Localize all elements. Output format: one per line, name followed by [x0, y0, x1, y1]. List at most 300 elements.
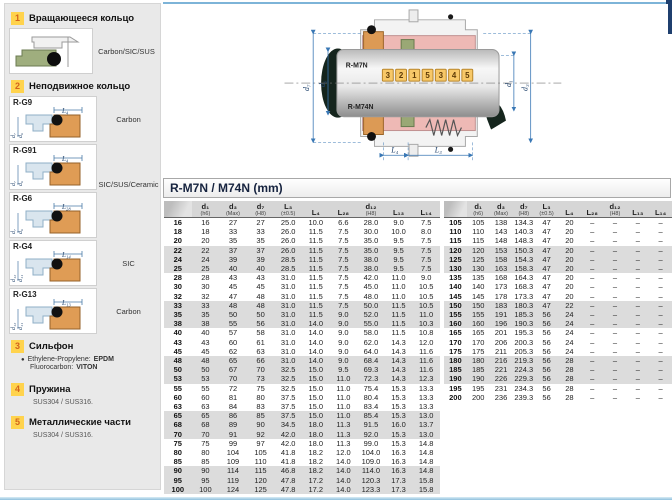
cell: 47 [542, 291, 551, 301]
cell: 48 [256, 291, 265, 301]
column-header: L₃ (±0.5) [535, 201, 558, 218]
cell: 9.0 [393, 218, 404, 227]
cell: 11.5 [308, 282, 323, 292]
cell: 63 [201, 402, 210, 412]
cell: – [590, 328, 595, 338]
svg-text:d₆: d₆ [18, 180, 24, 186]
cell: 95 [201, 475, 210, 485]
cell: 9.0 [338, 310, 349, 320]
cell: – [612, 245, 618, 255]
cell: 191 [494, 310, 508, 320]
callout-1: 1 [412, 71, 417, 81]
section-3-badge: 3 [11, 340, 24, 353]
cell: – [658, 356, 663, 366]
cell: 134.3 [514, 218, 534, 227]
row-size-header: 38 [173, 319, 182, 329]
cell: 165 [471, 328, 485, 338]
row-size-header: 68 [173, 420, 182, 430]
cell: 16.0 [391, 420, 406, 430]
section-metal-parts [11, 416, 160, 429]
cell: 42.0 [280, 429, 296, 439]
cell: 31.0 [280, 300, 296, 310]
cell: 226 [494, 374, 508, 384]
row-size-header: 85 [173, 457, 182, 467]
cell: 13.0 [418, 429, 434, 439]
cell: 32.5 [280, 374, 296, 384]
cell: 31.0 [280, 346, 296, 356]
cell: 148.3 [514, 236, 534, 246]
callout-5a: 5 [425, 71, 430, 81]
cell: 65 [228, 356, 238, 366]
column-header: d₃ (Max) [490, 201, 513, 218]
cell: 56 [542, 328, 551, 338]
gland-housing-bottom [361, 115, 478, 157]
svg-text:d₁₂: d₁₂ [11, 322, 17, 330]
cell: 140.3 [514, 227, 534, 237]
cell: 236 [494, 392, 508, 402]
table-row [164, 374, 440, 383]
cell: – [635, 227, 640, 237]
svg-text:d₆: d₆ [18, 228, 24, 234]
cell: 14.8 [418, 466, 434, 476]
cell: – [612, 337, 618, 347]
cell: 73 [256, 374, 265, 384]
cell: 11.5 [391, 310, 406, 320]
cell: – [590, 346, 595, 356]
cell: 229.3 [514, 374, 534, 384]
row-size-header: 110 [449, 227, 462, 237]
cell: 56 [542, 365, 551, 375]
table-corner [444, 201, 467, 218]
cell: 211 [495, 346, 507, 356]
cell: 72.3 [363, 374, 379, 384]
table-row [164, 301, 440, 310]
cell: 70 [228, 374, 238, 384]
ring-name-label: R-G4 [13, 242, 33, 251]
cell: – [590, 282, 595, 292]
cell: 110 [472, 227, 485, 237]
cell: 105 [471, 218, 485, 227]
cell: 40 [201, 328, 210, 338]
ring-material-label: SIC [122, 258, 135, 268]
row-size-header: 195 [449, 383, 462, 393]
table-row [164, 384, 440, 393]
ring-material-label: SIC/SUS/Ceramic [98, 180, 159, 189]
row-size-header: 105 [449, 218, 462, 227]
cell: – [635, 365, 640, 375]
cell: – [635, 218, 640, 227]
cell: – [590, 300, 595, 310]
cell: – [612, 328, 618, 338]
table-row [164, 292, 440, 301]
cell: 168 [494, 273, 508, 283]
cell: 120 [471, 245, 485, 255]
cell: 47 [542, 264, 551, 274]
cell: 58 [256, 328, 265, 338]
cell: 219.3 [514, 356, 534, 366]
cell: – [590, 245, 595, 255]
cell: 33 [201, 300, 210, 310]
cell: 13.7 [418, 420, 434, 430]
cell: 115 [254, 466, 267, 476]
cell: 7.5 [420, 236, 432, 246]
cell: 158.3 [514, 264, 534, 274]
cell: – [658, 310, 663, 320]
cell: 47 [542, 254, 551, 264]
column-header: L₂₈ [581, 201, 604, 218]
cell: 25 [201, 264, 210, 274]
row-size-header: 200 [449, 392, 462, 402]
cell: 11.5 [308, 273, 323, 283]
section-rotating-ring [11, 12, 160, 25]
cell: 60 [228, 337, 238, 347]
cell: 39 [256, 254, 265, 264]
cell: 14.3 [391, 374, 406, 384]
cell: – [612, 227, 618, 237]
cell: 15.3 [391, 402, 406, 412]
table-row [444, 218, 672, 228]
row-size-header: 65 [173, 411, 182, 421]
row-size-header: 18 [173, 227, 182, 237]
cell: 143 [494, 227, 508, 237]
cell: 124 [226, 484, 240, 494]
cell: 47 [542, 273, 551, 283]
svg-text:d₆: d₆ [18, 132, 24, 138]
section-1-title: Вращающееся кольцо [29, 13, 135, 24]
row-size-header: 33 [173, 300, 182, 310]
cell: 97 [256, 438, 265, 448]
cell: 28.5 [280, 254, 296, 264]
ring-drawing-r-g91 [9, 144, 97, 190]
cell: 35.0 [363, 236, 379, 246]
cell: 8.0 [420, 227, 432, 237]
cell: 11.6 [419, 356, 434, 366]
cell: 62 [228, 346, 238, 356]
column-header: L₁₃ [626, 201, 649, 218]
cell: 47.8 [280, 475, 296, 485]
model-bottom-label: R-M74N [347, 103, 374, 111]
cell: 109 [226, 457, 240, 467]
cell: 7.5 [338, 300, 349, 310]
section-bellows [11, 340, 160, 353]
row-size-header: 32 [173, 291, 182, 301]
cell: 91.5 [363, 420, 379, 430]
cell: 24 [565, 310, 574, 320]
cell: – [658, 346, 663, 356]
cell: 20 [565, 236, 574, 246]
cell: 24 [565, 337, 574, 347]
row-size-header: 170 [449, 337, 462, 347]
cell: 9.5 [393, 245, 404, 255]
cell: 81 [228, 392, 238, 402]
cell: 13.0 [418, 411, 434, 421]
cell: 43 [201, 337, 210, 347]
cell: 14.3 [391, 337, 406, 347]
table-row [444, 227, 672, 236]
cell: 11.6 [419, 365, 434, 375]
cell: 52.0 [363, 310, 379, 320]
dimension-tables [164, 201, 672, 494]
cell: – [612, 300, 618, 310]
row-size-header: 120 [449, 245, 462, 255]
cell: 32 [201, 291, 210, 301]
row-size-header: 53 [173, 374, 182, 384]
cell: 9.0 [338, 337, 349, 347]
cell: 12.0 [418, 337, 434, 347]
ring-drawing-r-g4 [9, 240, 97, 286]
cell: 30.0 [363, 227, 379, 237]
cell: 43 [228, 273, 238, 283]
cell: 69.3 [363, 365, 379, 375]
cell: 56 [542, 319, 551, 329]
table-row [164, 393, 440, 402]
table-row [444, 374, 672, 383]
ring-drawing-r-g9 [9, 96, 97, 142]
section-3-title: Сильфон [29, 341, 74, 352]
cell: 11.5 [308, 245, 323, 255]
cell: – [658, 291, 663, 301]
table-row [444, 356, 672, 365]
column-header: L₁₄ [649, 201, 672, 218]
row-size-header: 80 [173, 448, 182, 458]
cell: 10.5 [418, 291, 434, 301]
table-row [444, 236, 672, 245]
table-row [164, 264, 440, 273]
row-size-header: 50 [173, 365, 182, 375]
cell: 47 [542, 245, 551, 255]
ring-cross-section-icon [10, 105, 96, 141]
cell: 11.0 [391, 282, 406, 292]
cell: 14.0 [308, 346, 324, 356]
dim-d1-label: d₁ [503, 80, 513, 88]
cell: 11.5 [308, 300, 323, 310]
cell: 14.3 [391, 346, 406, 356]
cell: – [612, 392, 618, 402]
cell: 110 [254, 457, 267, 467]
cell: 45.0 [363, 282, 379, 292]
cell: – [590, 264, 595, 274]
cell: 15.0 [308, 365, 324, 375]
cell: – [590, 374, 595, 384]
cell: 7.5 [338, 264, 349, 274]
cell: 47 [542, 227, 551, 237]
table-row [164, 246, 440, 255]
column-header: d₁₂ (H8) [357, 201, 385, 218]
cell: 11.0 [336, 392, 351, 402]
cell: 145 [471, 291, 485, 301]
cell: 9.5 [393, 236, 404, 246]
cell: 11.3 [336, 438, 351, 448]
table-row [164, 457, 440, 466]
cell: 60 [201, 392, 210, 402]
column-header: d₁₂ (H8) [604, 201, 627, 218]
cell: 62.0 [363, 337, 379, 347]
cell: 30 [201, 282, 210, 292]
cell: – [590, 365, 595, 375]
ring-cross-section-icon [10, 201, 96, 237]
cell: 180.3 [514, 300, 534, 310]
cell: 35.0 [363, 245, 379, 255]
model-top-label: R-M7N [345, 62, 368, 70]
cell: 20 [565, 245, 574, 255]
cell: 68.4 [363, 356, 379, 366]
cell: 13.3 [418, 392, 434, 402]
cell: 9.5 [338, 365, 349, 375]
row-size-header: 115 [449, 236, 462, 246]
cell: 115 [472, 236, 485, 246]
cell: 16.3 [391, 466, 406, 476]
cell: 9.0 [338, 328, 349, 338]
cell: 85 [201, 457, 210, 467]
cell: – [612, 374, 618, 384]
cell: 50.0 [363, 300, 379, 310]
cell: 155 [471, 310, 485, 320]
cell: – [635, 346, 640, 356]
cell: 24 [565, 346, 574, 356]
cell: 10.8 [418, 328, 434, 338]
table-row [164, 236, 440, 245]
cell: 18.2 [308, 466, 324, 476]
cell: 31.0 [280, 356, 296, 366]
cell: 15.0 [308, 383, 324, 393]
cell: 12.3 [418, 374, 434, 384]
cell: 125 [254, 484, 267, 494]
bellows-line-2 [30, 364, 160, 371]
catalog-right-panel [163, 0, 672, 497]
cell: 47 [542, 236, 551, 246]
cell: 195 [471, 383, 485, 393]
cell: 10.3 [418, 319, 434, 329]
cell: 24 [565, 319, 574, 329]
cell: 35 [201, 310, 210, 320]
bellows-label-1: Ethylene-Propylene: [27, 356, 91, 363]
cell: – [658, 374, 663, 384]
cell: 42.0 [280, 438, 296, 448]
cell: 28 [565, 374, 574, 384]
ring-cross-section-icon [10, 249, 96, 285]
cell: 40 [228, 264, 238, 274]
cell: 56 [542, 337, 551, 347]
cell: 72 [228, 383, 238, 393]
callout-3a: 3 [385, 71, 391, 81]
cell: 15.8 [418, 484, 434, 494]
cell: 11.5 [308, 291, 323, 301]
section-spring [11, 383, 160, 396]
cell: 65 [201, 411, 210, 421]
cell: 70 [256, 365, 265, 375]
section-stationary-ring [11, 80, 160, 93]
cell: 11.5 [308, 236, 323, 246]
cell: – [658, 282, 663, 292]
cell: 7.5 [338, 254, 349, 264]
table-row [444, 292, 672, 301]
cell: 26.0 [280, 236, 296, 246]
cell: 17.3 [391, 475, 406, 485]
cell: – [635, 273, 640, 283]
cell: 190.3 [514, 319, 534, 329]
cell: – [658, 328, 663, 338]
cell: 15.0 [308, 402, 324, 412]
cell: 7.5 [338, 227, 349, 237]
cell: 11.0 [336, 411, 351, 421]
cell: 170 [471, 337, 485, 347]
cell: 114.0 [361, 466, 381, 476]
cell: 14.3 [391, 365, 406, 375]
dim-l4-label: L₄ [391, 145, 399, 155]
row-size-header: 90 [173, 466, 182, 476]
cell: – [612, 282, 618, 292]
rotating-ring-material: Carbon/SIC/SUS [98, 46, 155, 56]
cell: 200 [471, 392, 485, 402]
ring-type-row [9, 192, 160, 238]
callout-4: 4 [451, 71, 457, 81]
section-5-badge: 5 [11, 416, 24, 429]
row-size-header: 180 [449, 356, 462, 366]
cell: 185 [471, 365, 485, 375]
cell: 11.0 [419, 310, 434, 320]
cell: – [635, 337, 640, 347]
cell: 154.3 [514, 254, 534, 264]
section-4-badge: 4 [11, 383, 24, 396]
cell: 18.2 [308, 457, 324, 467]
cell: – [590, 383, 595, 393]
cell: 178 [494, 291, 508, 301]
table-title: R-M7N / M74N (mm) [163, 178, 671, 198]
ring-name-label: R-G9 [13, 98, 33, 107]
cell: 70 [201, 429, 210, 439]
svg-text:L₄: L₄ [62, 155, 69, 163]
dim-d6-label: d₆ [318, 80, 328, 88]
cell: – [635, 282, 640, 292]
dim-d7-label: d₇ [302, 84, 312, 91]
table-row [164, 347, 440, 356]
cell: 37.5 [280, 411, 296, 421]
table-row [444, 255, 672, 264]
dimension-table-16-100 [164, 201, 440, 494]
cell: – [658, 273, 663, 283]
cell: 28.0 [363, 218, 379, 227]
cell: 140 [471, 282, 485, 292]
cell: 173.3 [514, 291, 534, 301]
dim-d3-label: d₃ [520, 84, 530, 91]
cell: 38 [201, 319, 210, 329]
row-size-header: 35 [173, 310, 182, 320]
row-size-header: 135 [449, 273, 462, 283]
cell: – [658, 319, 663, 329]
cell: 14.0 [308, 337, 324, 347]
row-size-header: 140 [449, 282, 462, 292]
cell: 11.0 [391, 291, 406, 301]
cell: 14.0 [336, 475, 351, 485]
cell: – [612, 383, 618, 393]
svg-text:d₁₁: d₁₁ [18, 322, 24, 330]
cell: 33 [228, 227, 238, 237]
cell: 11.5 [308, 310, 323, 320]
cell: 45 [201, 346, 210, 356]
callout-5b: 5 [465, 71, 470, 81]
cell: 31.0 [280, 273, 296, 283]
ring-type-row [9, 240, 160, 286]
cell: 46.8 [280, 466, 296, 476]
cell: 10.0 [308, 218, 324, 227]
cell: 40 [256, 264, 265, 274]
table-row [444, 246, 672, 255]
cell: – [635, 264, 640, 274]
cell: 11.3 [336, 429, 351, 439]
table-corner [164, 201, 192, 218]
cell: 9.5 [393, 254, 404, 264]
cell: 18.2 [308, 448, 324, 458]
